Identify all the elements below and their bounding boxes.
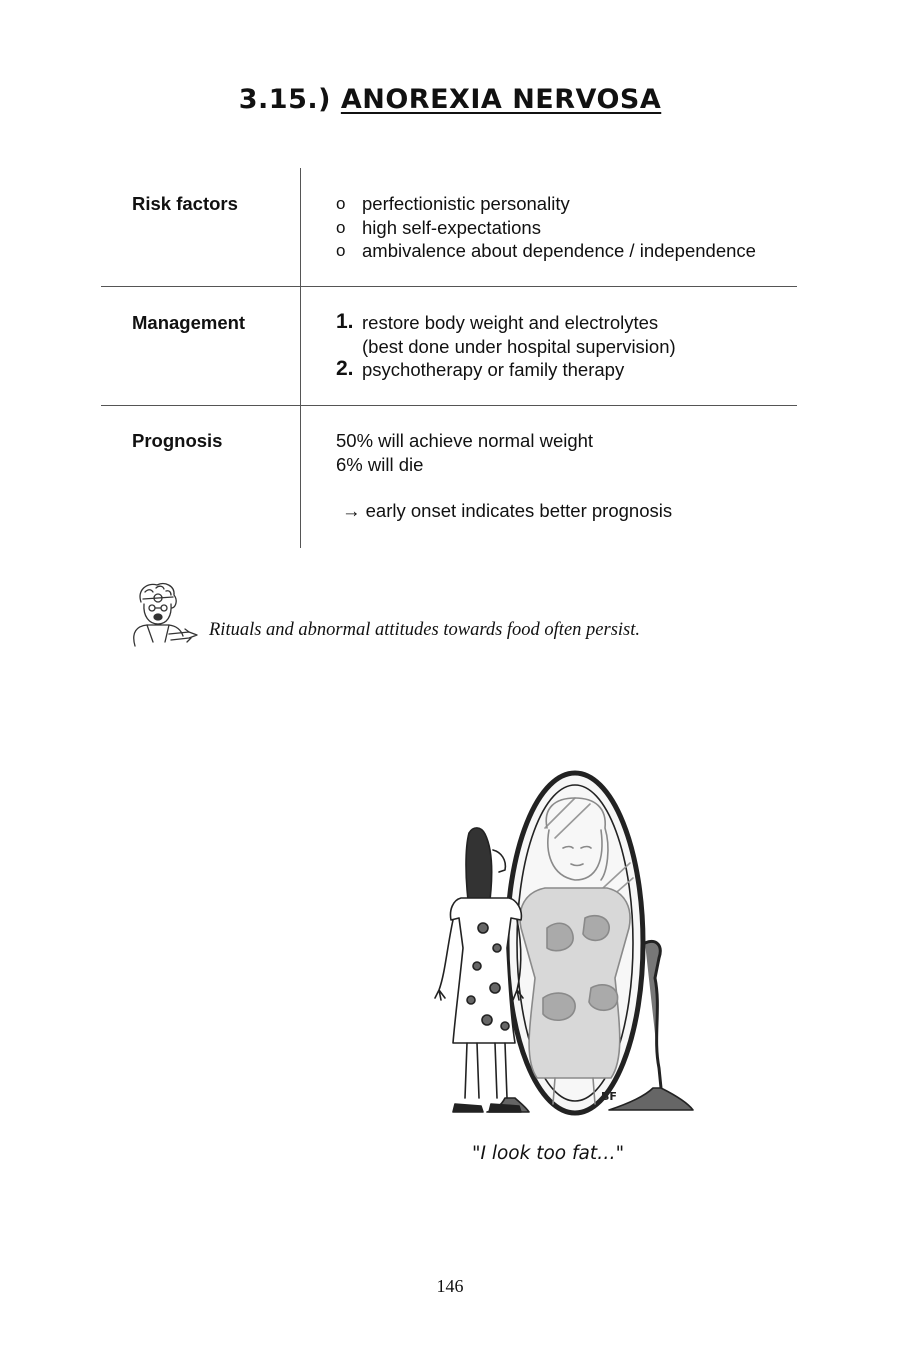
- step-subtext: (best done under hospital supervision): [362, 335, 676, 357]
- cartoon-caption: "I look too fat…": [472, 1143, 625, 1164]
- summary-table: [101, 168, 797, 548]
- list-item: o high self-expectations: [336, 216, 756, 240]
- tip-text: Rituals and abnormal attitudes towards food often persist.: [209, 620, 641, 640]
- list-item: o ambivalence about dependence / independence: [336, 239, 756, 263]
- risk-factors-list: [336, 192, 756, 263]
- pointing-doctor-icon: [125, 580, 205, 650]
- mirror-cartoon-illustration: [425, 768, 700, 1123]
- step-number: 2.: [336, 357, 354, 380]
- page-title: [0, 84, 900, 115]
- row-divider: [101, 286, 797, 287]
- list-item: [336, 311, 676, 358]
- prognosis-line: 50% will achieve normal weight: [336, 430, 594, 451]
- risk-factors-label: Risk factors: [132, 193, 238, 214]
- prognosis-note: → early onset indicates better prognosis: [342, 500, 673, 521]
- column-divider: [300, 168, 301, 548]
- row-divider: [101, 405, 797, 406]
- section-number: 3.15.): [238, 84, 331, 115]
- artist-signature: BF: [601, 1090, 617, 1103]
- list-item: [336, 358, 676, 382]
- prognosis-label: Prognosis: [132, 430, 223, 451]
- management-cell: [336, 311, 676, 382]
- step-text: restore body weight and electrolytes: [362, 312, 659, 333]
- page-number: 146: [436, 1276, 464, 1296]
- tip-callout: [125, 580, 745, 650]
- management-label: Management: [132, 312, 246, 333]
- list-item: o perfectionistic personality: [336, 192, 756, 216]
- management-steps: [336, 311, 676, 382]
- step-text: psychotherapy or family therapy: [362, 359, 625, 380]
- section-topic: ANOREXIA NERVOSA: [340, 84, 662, 115]
- prognosis-cell: [336, 429, 672, 523]
- risk-factors-cell: [336, 192, 756, 263]
- step-number: 1.: [336, 310, 354, 333]
- prognosis-line: 6% will die: [336, 453, 424, 475]
